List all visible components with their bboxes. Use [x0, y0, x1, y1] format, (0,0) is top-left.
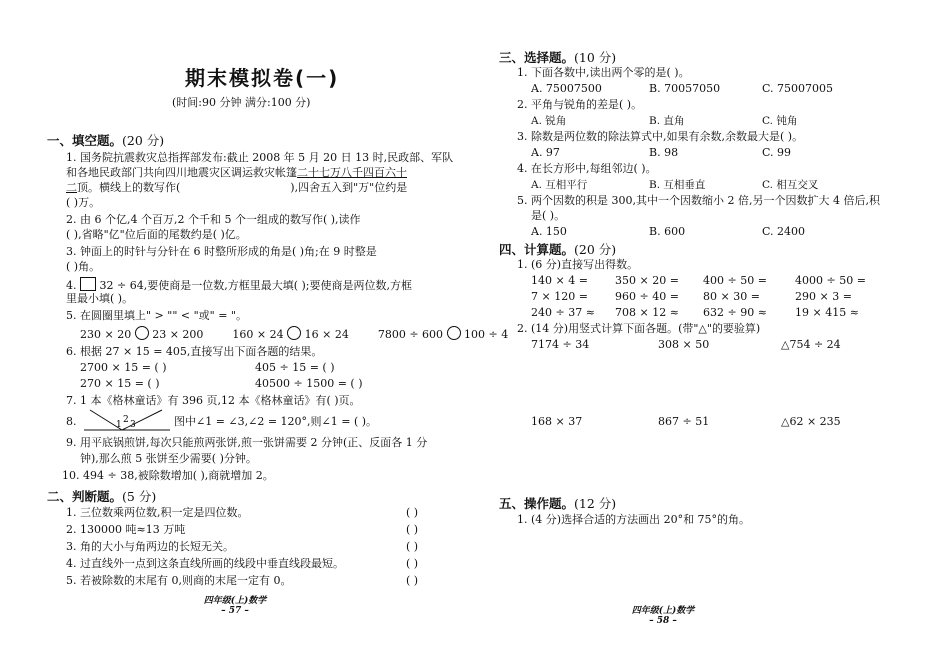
fill-q10: 10. 494 ÷ 38,被除数增加( ),商就增加 2。 — [62, 469, 274, 482]
page-number: – 58 – — [649, 616, 677, 626]
vertical-calc-item: 867 ÷ 51 — [658, 415, 710, 428]
calc-q1: 1. (6 分)直接写出得数。 — [517, 258, 639, 271]
calc-item: 7 × 120 = — [531, 290, 588, 303]
choice-option-a[interactable]: A. 97 — [531, 146, 560, 159]
choice-option-c[interactable]: C. 2400 — [762, 225, 806, 238]
judge-answer-bracket[interactable]: ( ) — [406, 557, 419, 570]
choice-option-a[interactable]: A. 150 — [531, 225, 567, 238]
fill-q6-line1: 6. 根据 27 × 15 = 405,直接写出下面各题的结果。 — [66, 345, 323, 358]
choice-option-b[interactable]: B. 互相垂直 — [649, 179, 706, 191]
footer-grade: 四年级(上)数学 — [203, 596, 267, 606]
footer-grade: 四年级(上)数学 — [631, 606, 695, 616]
compare-expr: 230 × 20 — [80, 328, 132, 341]
compare-expr: 160 × 24 — [232, 328, 284, 341]
calc-q2: 2. (14 分)用竖式计算下面各题。(带"△"的要验算) — [517, 322, 761, 335]
choice-q2: 2. 平角与锐角的差是( )。 — [517, 98, 643, 111]
judge-answer-bracket[interactable]: ( ) — [406, 506, 419, 519]
choice-option-a[interactable]: A. 锐角 — [531, 115, 567, 127]
compare-circle-icon[interactable] — [287, 326, 301, 340]
calc-item: 80 × 30 = — [703, 290, 760, 303]
operation-q1: 1. (4 分)选择合适的方法画出 20°和 75°的角。 — [517, 513, 751, 526]
fill-q5-compare-row — [80, 326, 508, 342]
fill-q3-line1: 3. 钟面上的时针与分针在 6 时整所形成的角是( )角;在 9 时整是 — [66, 245, 377, 258]
vertical-calc-item: △754 ÷ 24 — [781, 338, 841, 351]
square-box-icon[interactable] — [80, 277, 96, 291]
fill-q6-a: 2700 × 15 = ( ) — [80, 361, 167, 374]
fill-q1-line3 — [66, 181, 407, 195]
section-points: (20 分) — [574, 242, 617, 257]
judge-answer-bracket[interactable]: ( ) — [406, 574, 419, 587]
judge-answer-bracket[interactable]: ( ) — [406, 523, 419, 536]
fill-q8 — [66, 415, 77, 429]
choice-option-a[interactable]: A. 互相平行 — [531, 179, 588, 191]
section-heading: 四、计算题。 — [499, 242, 575, 257]
fill-q6-c: 270 × 15 = ( ) — [80, 377, 160, 390]
fill-q6-b: 405 ÷ 15 = ( ) — [255, 361, 335, 374]
choice-option-c[interactable]: C. 99 — [762, 146, 792, 159]
choice-q3: 3. 除数是两位数的除法算式中,如果有余数,余数最大是( )。 — [517, 130, 804, 143]
page-footer — [623, 606, 703, 626]
judge-item: 3. 角的大小与角两边的长短无关。 — [66, 540, 234, 553]
q1-underlined-number-end: 二 — [66, 181, 77, 194]
compare-expr: 23 × 200 — [152, 328, 204, 341]
choice-option-b[interactable]: B. 直角 — [649, 115, 685, 127]
calc-item: 350 × 20 = — [615, 274, 679, 287]
angle-label-2: 2 — [123, 415, 129, 425]
compare-expr: 7800 ÷ 600 — [377, 328, 444, 341]
choice-q1: 1. 下面各数中,读出两个零的是( )。 — [517, 66, 690, 79]
calc-item: 960 ÷ 40 = — [615, 290, 679, 303]
compare-expr: 16 × 24 — [304, 328, 349, 341]
compare-circle-icon[interactable] — [447, 326, 461, 340]
judge-item: 5. 若被除数的末尾有 0,则商的末尾一定有 0。 — [66, 574, 292, 587]
calc-item: 708 × 12 ≈ — [615, 306, 679, 319]
fill-q6-d: 40500 ÷ 1500 = ( ) — [255, 377, 363, 390]
section-heading: 一、填空题。 — [47, 133, 123, 148]
fill-q2-line2: ( ),省略"亿"位后面的尾数约是( )亿。 — [66, 228, 247, 241]
section-heading: 五、操作题。 — [499, 496, 575, 511]
fill-q4-line2: 里最小填( )。 — [66, 292, 134, 305]
section-fill-blank — [47, 131, 164, 149]
compare-expr: 100 ÷ 4 — [464, 328, 509, 341]
fill-q9-line1: 9. 用平底锅煎饼,每次只能煎两张饼,煎一张饼需要 2 分钟(正、反面各 1 分 — [66, 436, 428, 449]
section-points: (5 分) — [122, 489, 157, 504]
choice-option-b[interactable]: B. 600 — [649, 225, 686, 238]
section-calc — [499, 240, 616, 258]
q4-number: 4. — [66, 279, 77, 292]
calc-item: 240 ÷ 37 ≈ — [531, 306, 595, 319]
fill-q4-line1 — [66, 277, 412, 293]
section-operation — [499, 494, 616, 512]
judge-answer-bracket[interactable]: ( ) — [406, 540, 419, 553]
choice-option-b[interactable]: B. 98 — [649, 146, 679, 159]
section-points: (20 分) — [122, 133, 165, 148]
right-page — [475, 0, 950, 671]
vertical-calc-item: 168 × 37 — [531, 415, 583, 428]
exam-title: 期末模拟卷(一) — [185, 66, 340, 90]
calc-item: 4000 ÷ 50 = — [795, 274, 866, 287]
calc-item: 140 × 4 = — [531, 274, 588, 287]
fill-q1-line4: ( )万。 — [66, 196, 101, 209]
fill-q2-line1: 2. 由 6 个亿,4 个百万,2 个千和 5 个一组成的数写作( ),读作 — [66, 213, 361, 226]
choice-option-a[interactable]: A. 75007500 — [531, 82, 602, 95]
section-points: (12 分) — [574, 496, 617, 511]
calc-item: 290 × 3 = — [795, 290, 852, 303]
vertical-calc-item: 7174 ÷ 34 — [531, 338, 590, 351]
choice-q4: 4. 在长方形中,每组邻边( )。 — [517, 162, 657, 175]
judge-item: 1. 三位数乘两位数,积一定是四位数。 — [66, 506, 249, 519]
angle-label-3: 3 — [130, 420, 136, 430]
judge-item: 2. 130000 吨≈13 万吨 — [66, 523, 186, 536]
exam-subtitle: (时间:90 分钟 满分:100 分) — [172, 96, 311, 109]
judge-item: 4. 过直线外一点到这条直线所画的线段中垂直线段最短。 — [66, 557, 344, 570]
q4-text: 32 ÷ 64,要使商是一位数,方框里最大填( );要使商是两位数,方框 — [99, 279, 412, 292]
choice-q5-line2: 是( )。 — [531, 209, 566, 222]
q1-underlined-number: 二十七万八千四百六十 — [297, 166, 407, 179]
section-points: (10 分) — [574, 50, 617, 65]
fill-q8-text: 图中∠1 = ∠3,∠2 = 120°,则∠1 = ( )。 — [174, 415, 378, 428]
vertical-calc-item: 308 × 50 — [658, 338, 710, 351]
fill-q5-line1: 5. 在圆圈里填上" > "" < "或" = "。 — [66, 309, 247, 322]
angle-figure — [82, 408, 172, 434]
section-heading: 三、选择题。 — [499, 50, 575, 65]
vertical-calc-item: △62 × 235 — [781, 415, 841, 428]
page-number: – 57 – — [221, 606, 249, 616]
choice-q5-line1: 5. 两个因数的积是 300,其中一个因数缩小 2 倍,另一个因数扩大 4 倍后,积 — [517, 194, 880, 207]
fill-q9-line2: 钟),那么煎 5 张饼至少需要( )分钟。 — [80, 452, 257, 465]
fill-q3-line2: ( )角。 — [66, 260, 101, 273]
q1-text: 顶。横线上的数写作( — [77, 181, 181, 194]
choice-option-c[interactable]: C. 75007005 — [762, 82, 834, 95]
fill-q7: 7. 1 本《格林童话》有 396 页,12 本《格林童话》有( )页。 — [66, 394, 361, 407]
section-heading: 二、判断题。 — [47, 489, 123, 504]
q1-text: ),四舍五入到"万"位约是 — [290, 181, 408, 194]
calc-item: 400 ÷ 50 = — [703, 274, 767, 287]
page-footer — [195, 596, 275, 616]
calc-item: 632 ÷ 90 ≈ — [703, 306, 767, 319]
fill-q1-line2 — [66, 166, 407, 180]
choice-option-b[interactable]: B. 70057050 — [649, 82, 721, 95]
q8-number: 8. — [66, 415, 77, 428]
choice-option-c[interactable]: C. 钝角 — [762, 115, 798, 127]
section-choice — [499, 48, 616, 66]
section-judge — [47, 487, 156, 505]
fill-q1-line1: 1. 国务院抗震救灾总指挥部发布:截止 2008 年 5 月 20 日 13 时,民政部、军队 — [66, 151, 454, 164]
calc-item: 19 × 415 ≈ — [795, 306, 859, 319]
compare-circle-icon[interactable] — [135, 326, 149, 340]
q1-text: 和各地民政部门共向四川地震灾区调运救灾帐篷 — [66, 166, 297, 179]
choice-option-c[interactable]: C. 相互交叉 — [762, 179, 819, 191]
angle-label-1: 1 — [116, 420, 122, 430]
